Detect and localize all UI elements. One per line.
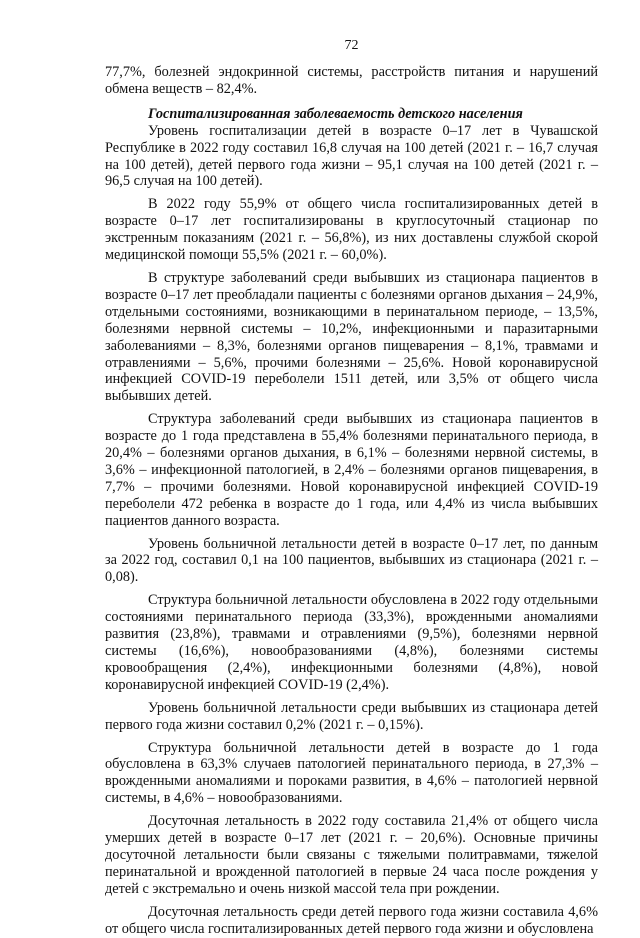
- paragraph-continuation: 77,7%, болезней эндокринной системы, расстройств питания и нарушений обмена веществ – 82,4%.: [105, 64, 598, 97]
- paragraph: Уровень больничной летальности детей в возрасте 0–17 лет, по данным за 2022 год, составил 0,1 на 100 пациентов, выбывших из стационара (2021 г. – 0,08).: [105, 535, 598, 586]
- paragraph: Досуточная летальность среди детей первого года жизни составила 4,6% от общего числа госпитализированных детей первого года жизни и обусловлена: [105, 903, 598, 937]
- paragraph: Структура больничной летальности обусловлена в 2022 году отдельными состояниями перинатального периода (33,3%), врожденными аномалиями развития (23,8%), травмами и отравлениями (9,5%), болезнями нервной системы (16,6%), новообразованиями (4,8%), болезнями системы кровообращения (2,4%), инфекционными болезнями (4,8%), новой коронавирусной инфекцией COVID-19 (2,4%).: [105, 592, 598, 693]
- paragraph: Структура больничной летальности детей в возрасте до 1 года обусловлена в 63,3% случаев патологией перинатального периода, в 27,3% – врожденными аномалиями и пороками развития, в 4,6% – патологией нервной системы, в 4,6% – новообразованиями.: [105, 739, 598, 807]
- paragraph: Досуточная летальность в 2022 году составила 21,4% от общего числа умерших детей в возрасте 0–17 лет (2021 г. – 20,6%). Основные причины досуточной летальности были связаны с тяжелыми политравмами, тяжелой перинатальной и врожденной патологией в первые 24 часа после рождения у детей с экстремально и очень низкой массой тела при рождении.: [105, 813, 598, 897]
- paragraph: В структуре заболеваний среди выбывших из стационара пациентов в возрасте 0–17 лет преобладали пациенты с болезнями органов дыхания – 24,9%, отдельными состояниями, возникающими в перинатальном периоде, – 13,5%, болезнями нервной системы – 10,2%, инфекционными и паразитарными заболеваниями – 8,3%, болезнями органов пищеварения – 8,1%, травмами и отравлениями – 5,6%, прочими болезнями – 25,6%. Новой коронавирусной инфекцией COVID-19 переболели 1511 детей, или 3,5% от общего числа выбывших детей.: [105, 269, 598, 405]
- paragraph: Структура заболеваний среди выбывших из стационара пациентов в возрасте до 1 года представлена в 55,4% болезнями перинатального периода, в 20,4% – болезнями органов дыхания, в 6,1% – болезнями нервной системы, в 3,6% – инфекционной патологией, в 2,4% – болезнями органов пищеварения, в 7,7% – прочими болезнями. Новой коронавирусной инфекцией COVID-19 переболели 472 ребенка в возрасте до 1 года, или 4,4% из числа выбывших пациентов данного возраста.: [105, 411, 598, 529]
- section-heading: Госпитализированная заболеваемость детского населения: [148, 105, 523, 122]
- paragraph: Уровень госпитализации детей в возрасте 0–17 лет в Чувашской Республике в 2022 году составил 16,8 случая на 100 детей (2021 г. – 16,7 случая на 100 детей), детей первого года жизни – 95,1 случая на 100 детей (2021 г. – 96,5 случая на 100 детей).: [105, 122, 598, 190]
- page-number: 72: [344, 38, 359, 53]
- paragraph: Уровень больничной летальности среди выбывших из стационара детей первого года жизни составил 0,2% (2021 г. – 0,15%).: [105, 699, 598, 733]
- paragraph: В 2022 году 55,9% от общего числа госпитализированных детей в возрасте 0–17 лет госпитализированы в круглосуточный стационар по экстренным показаниям (2021 г. – 56,8%), из них доставлены службой скорой медицинской помощи 55,5% (2021 г. – 60,0%).: [105, 196, 598, 264]
